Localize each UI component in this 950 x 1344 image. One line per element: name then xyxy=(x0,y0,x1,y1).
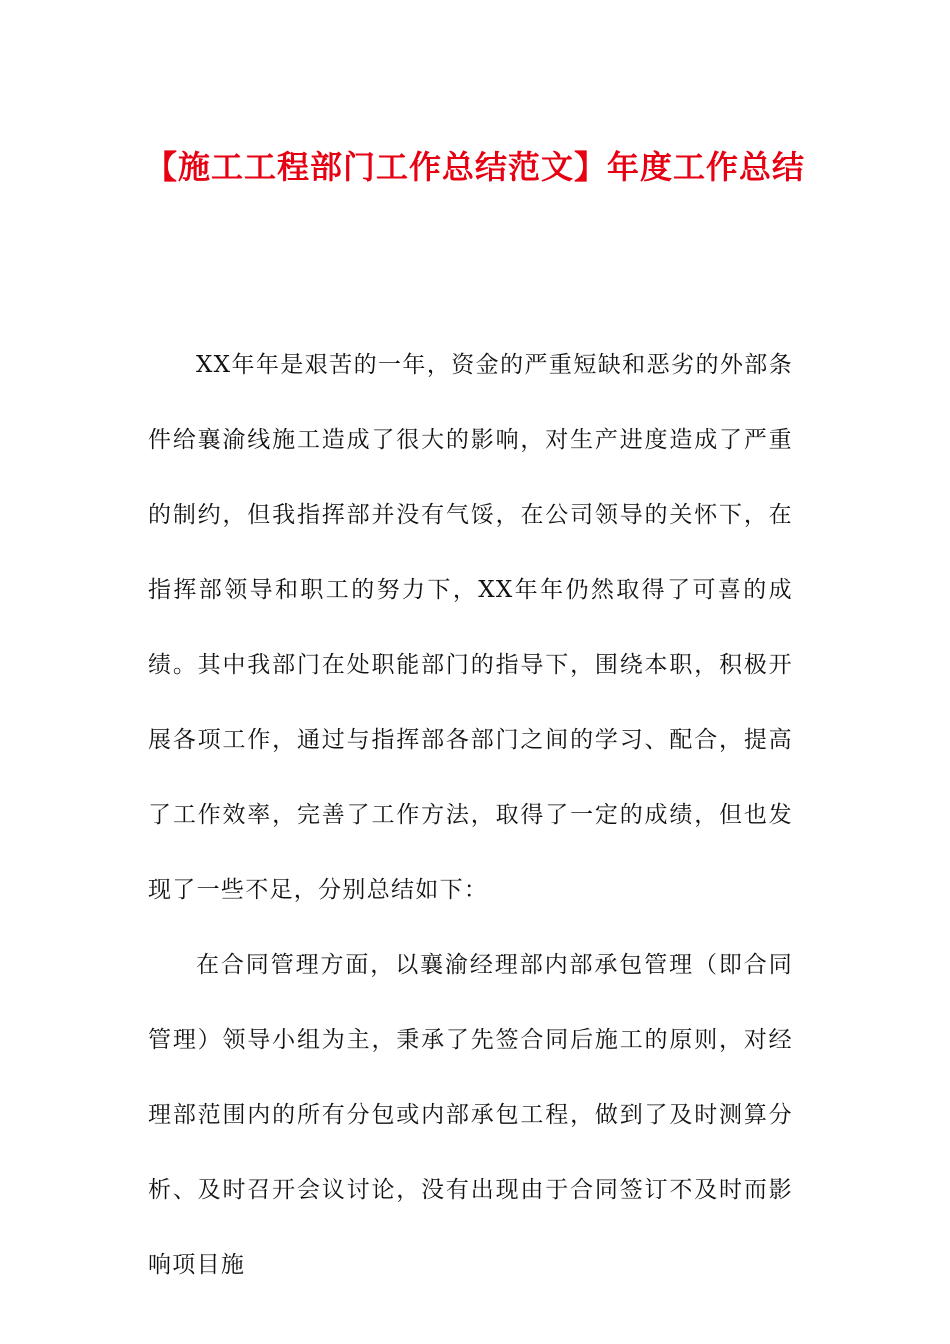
paragraph-contract-management: 在合同管理方面，以襄渝经理部内部承包管理（即合同管理）领导小组为主，秉承了先签合同后施工的原则，对经理部范围内的所有分包或内部承包工程，做到了及时测算分析、及时召开会议讨论，没有出现由于合同签订不及时而影响项目施 xyxy=(148,952,793,1278)
document-body xyxy=(148,328,793,1303)
paragraph-intro: XX年年是艰苦的一年，资金的严重短缺和恶劣的外部条件给襄渝线施工造成了很大的影响，对生产进度造成了严重的制约，但我指挥部并没有气馁，在公司领导的关怀下，在指挥部领导和职工的努力下，XX年年仍然取得了可喜的成绩。其中我部门在处职能部门的指导下，围绕本职，积极开展各项工作，通过与指挥部各部门之间的学习、配合，提高了工作效率，完善了工作方法，取得了一定的成绩，但也发现了一些不足，分别总结如下： xyxy=(148,352,793,903)
document-title: 【施工工程部门工作总结范文】年度工作总结 xyxy=(144,148,805,186)
